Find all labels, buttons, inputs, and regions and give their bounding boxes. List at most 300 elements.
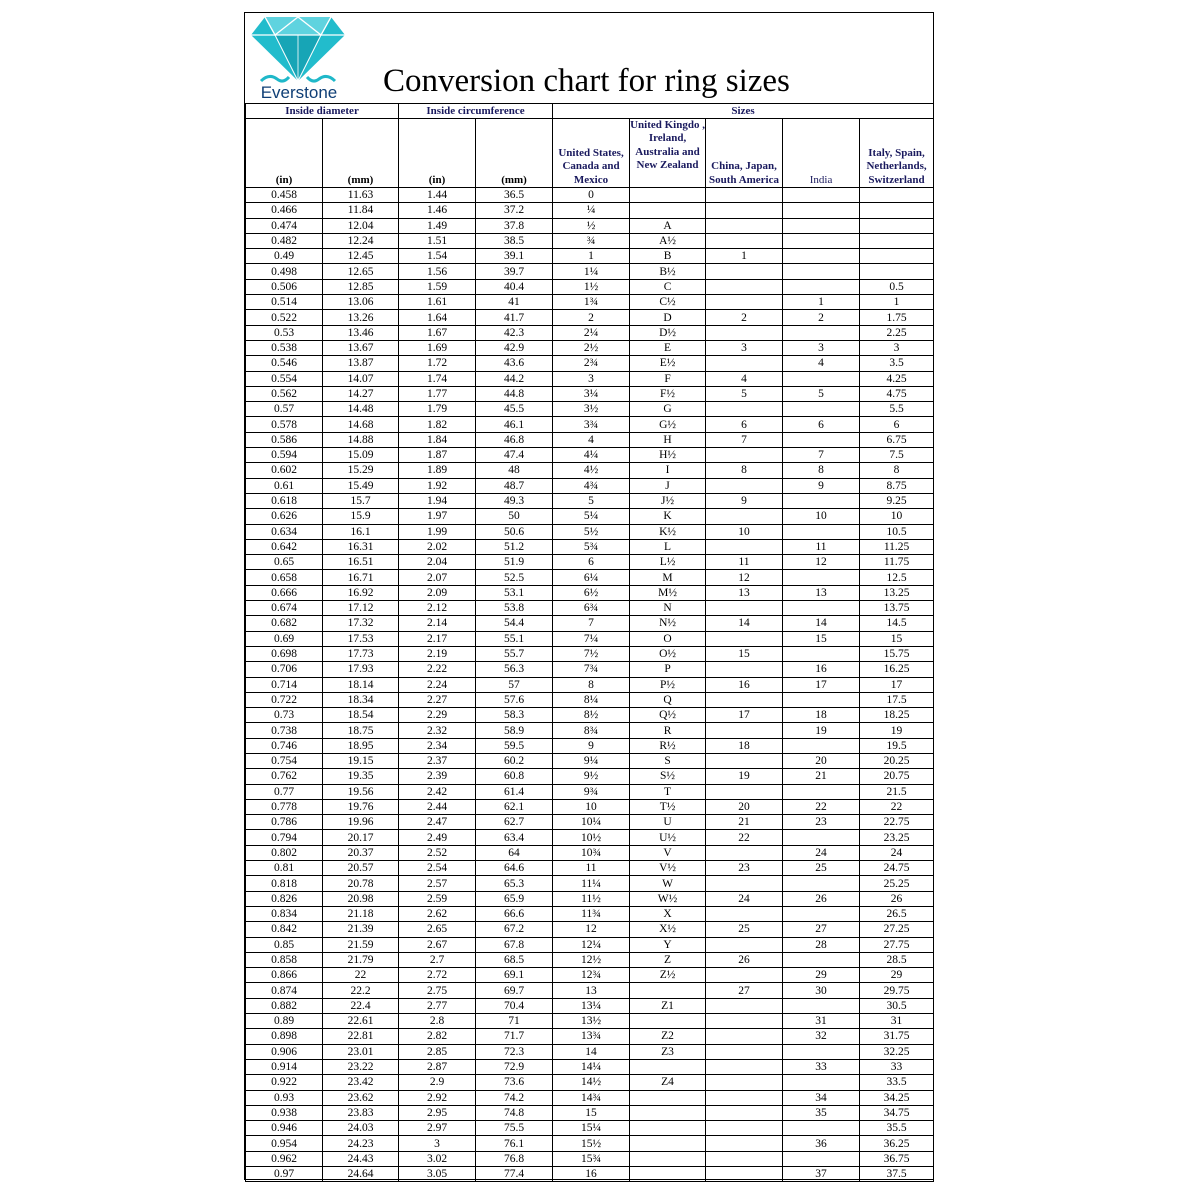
cell-circumference-mm: 58.3 xyxy=(476,708,553,723)
cell-circumference-mm: 53.8 xyxy=(476,601,553,616)
cell-circumference-in: 1.61 xyxy=(399,295,476,310)
cell-circumference-mm: 61.4 xyxy=(476,784,553,799)
cell-china-size xyxy=(706,1044,783,1059)
cell-diameter-in: 0.946 xyxy=(246,1121,323,1136)
cell-china-size: 16 xyxy=(706,677,783,692)
table-row xyxy=(246,402,934,417)
cell-us-size: 5¾ xyxy=(553,539,630,554)
cell-us-size: 7 xyxy=(553,616,630,631)
cell-circumference-in: 1.82 xyxy=(399,417,476,432)
cell-circumference-mm: 54.4 xyxy=(476,616,553,631)
cell-circumference-in: 2.19 xyxy=(399,646,476,661)
cell-circumference-mm: 72.9 xyxy=(476,1059,553,1074)
cell-china-size: 5 xyxy=(706,386,783,401)
cell-uk-size: V xyxy=(630,845,706,860)
cell-india-size: 30 xyxy=(783,983,860,998)
table-row xyxy=(246,937,934,952)
cell-italy-size: 12.5 xyxy=(860,570,934,585)
table-row xyxy=(246,998,934,1013)
cell-italy-size xyxy=(860,203,934,218)
cell-china-size xyxy=(706,1121,783,1136)
cell-diameter-mm: 14.48 xyxy=(323,402,399,417)
cell-diameter-in: 0.61 xyxy=(246,478,323,493)
cell-diameter-in: 0.938 xyxy=(246,1105,323,1120)
cell-circumference-mm: 70.4 xyxy=(476,998,553,1013)
cell-diameter-in: 0.826 xyxy=(246,891,323,906)
table-row xyxy=(246,769,934,784)
table-row xyxy=(246,708,934,723)
cell-circumference-in: 2.75 xyxy=(399,983,476,998)
cell-circumference-in: 2.37 xyxy=(399,753,476,768)
cell-diameter-in: 0.77 xyxy=(246,784,323,799)
cell-india-size: 4 xyxy=(783,356,860,371)
cell-circumference-mm: 46.8 xyxy=(476,432,553,447)
cell-uk-size: X½ xyxy=(630,922,706,937)
table-row xyxy=(246,493,934,508)
table-row xyxy=(246,524,934,539)
cell-china-size xyxy=(706,1090,783,1105)
cell-us-size: 1¼ xyxy=(553,264,630,279)
cell-diameter-in: 0.674 xyxy=(246,601,323,616)
cell-diameter-in: 0.578 xyxy=(246,417,323,432)
cell-italy-size: 1 xyxy=(860,295,934,310)
cell-diameter-in: 0.642 xyxy=(246,539,323,554)
cell-italy-size: 28.5 xyxy=(860,952,934,967)
cell-circumference-in: 2.95 xyxy=(399,1105,476,1120)
cell-uk-size: X xyxy=(630,906,706,921)
cell-diameter-mm: 17.12 xyxy=(323,601,399,616)
cell-diameter-mm: 16.31 xyxy=(323,539,399,554)
cell-china-size xyxy=(706,753,783,768)
cell-diameter-in: 0.602 xyxy=(246,463,323,478)
table-row xyxy=(246,616,934,631)
cell-italy-size: 29 xyxy=(860,968,934,983)
cell-circumference-mm: 37.2 xyxy=(476,203,553,218)
cell-india-size xyxy=(783,692,860,707)
col-diameter-in: (in) xyxy=(246,119,323,188)
cell-italy-size: 22.75 xyxy=(860,815,934,830)
cell-circumference-mm: 67.8 xyxy=(476,937,553,952)
cell-india-size: 31 xyxy=(783,1014,860,1029)
cell-us-size: 6¼ xyxy=(553,570,630,585)
cell-india-size: 1 xyxy=(783,295,860,310)
cell-uk-size: B½ xyxy=(630,264,706,279)
cell-italy-size: 4.75 xyxy=(860,386,934,401)
cell-china-size xyxy=(706,998,783,1013)
cell-italy-size: 15.75 xyxy=(860,646,934,661)
cell-italy-size: 11.25 xyxy=(860,539,934,554)
cell-circumference-mm: 38.5 xyxy=(476,233,553,248)
cell-circumference-mm: 47.4 xyxy=(476,448,553,463)
cell-diameter-in: 0.562 xyxy=(246,386,323,401)
cell-circumference-mm: 74.8 xyxy=(476,1105,553,1120)
cell-us-size: 10½ xyxy=(553,830,630,845)
cell-diameter-mm: 13.46 xyxy=(323,325,399,340)
cell-india-size: 21 xyxy=(783,769,860,784)
cell-diameter-mm: 24.03 xyxy=(323,1121,399,1136)
table-row xyxy=(246,830,934,845)
cell-diameter-in: 0.922 xyxy=(246,1075,323,1090)
cell-circumference-mm: 44.2 xyxy=(476,371,553,386)
cell-diameter-in: 0.514 xyxy=(246,295,323,310)
table-row xyxy=(246,1075,934,1090)
cell-diameter-mm: 14.27 xyxy=(323,386,399,401)
table-row xyxy=(246,386,934,401)
cell-circumference-mm: 62.7 xyxy=(476,815,553,830)
cell-circumference-mm: 46.1 xyxy=(476,417,553,432)
cell-india-size: 8 xyxy=(783,463,860,478)
cell-diameter-in: 0.49 xyxy=(246,249,323,264)
cell-italy-size: 35.5 xyxy=(860,1121,934,1136)
table-row xyxy=(246,815,934,830)
cell-india-size: 17 xyxy=(783,677,860,692)
cell-us-size: 3¼ xyxy=(553,386,630,401)
cell-china-size xyxy=(706,937,783,952)
cell-us-size: 11¼ xyxy=(553,876,630,891)
cell-italy-size: 17.5 xyxy=(860,692,934,707)
cell-india-size: 11 xyxy=(783,539,860,554)
cell-us-size: 3 xyxy=(553,371,630,386)
cell-diameter-mm: 23.42 xyxy=(323,1075,399,1090)
cell-india-size: 16 xyxy=(783,662,860,677)
cell-uk-size: D xyxy=(630,310,706,325)
cell-diameter-in: 0.85 xyxy=(246,937,323,952)
cell-uk-size: N½ xyxy=(630,616,706,631)
table-row xyxy=(246,1151,934,1166)
cell-uk-size: E½ xyxy=(630,356,706,371)
table-row xyxy=(246,432,934,447)
cell-diameter-mm: 12.45 xyxy=(323,249,399,264)
cell-india-size xyxy=(783,233,860,248)
cell-china-size xyxy=(706,233,783,248)
cell-diameter-in: 0.834 xyxy=(246,906,323,921)
table-row xyxy=(246,325,934,340)
cell-india-size xyxy=(783,952,860,967)
cell-italy-size: 9.25 xyxy=(860,493,934,508)
cell-diameter-in: 0.778 xyxy=(246,799,323,814)
cell-circumference-mm: 44.8 xyxy=(476,386,553,401)
cell-china-size: 23 xyxy=(706,861,783,876)
cell-italy-size: 36.75 xyxy=(860,1151,934,1166)
cell-china-size: 20 xyxy=(706,799,783,814)
cell-diameter-in: 0.93 xyxy=(246,1090,323,1105)
table-row xyxy=(246,233,934,248)
cell-circumference-in: 1.54 xyxy=(399,249,476,264)
table-row xyxy=(246,983,934,998)
cell-china-size xyxy=(706,448,783,463)
cell-us-size: 12¾ xyxy=(553,968,630,983)
cell-diameter-in: 0.842 xyxy=(246,922,323,937)
cell-circumference-mm: 52.5 xyxy=(476,570,553,585)
table-row xyxy=(246,784,934,799)
cell-india-size: 34 xyxy=(783,1090,860,1105)
cell-diameter-in: 0.786 xyxy=(246,815,323,830)
cell-diameter-in: 0.858 xyxy=(246,952,323,967)
cell-us-size: 6 xyxy=(553,555,630,570)
cell-uk-size: T½ xyxy=(630,799,706,814)
cell-circumference-mm: 69.7 xyxy=(476,983,553,998)
cell-uk-size: N xyxy=(630,601,706,616)
cell-diameter-in: 0.866 xyxy=(246,968,323,983)
cell-diameter-in: 0.954 xyxy=(246,1136,323,1151)
cell-uk-size: F½ xyxy=(630,386,706,401)
cell-italy-size: 33 xyxy=(860,1059,934,1074)
cell-diameter-mm: 18.14 xyxy=(323,677,399,692)
cell-circumference-mm: 64.6 xyxy=(476,861,553,876)
cell-us-size: 14¾ xyxy=(553,1090,630,1105)
cell-diameter-mm: 20.78 xyxy=(323,876,399,891)
cell-china-size xyxy=(706,539,783,554)
cell-italy-size xyxy=(860,233,934,248)
cell-circumference-in: 1.69 xyxy=(399,340,476,355)
cell-circumference-mm: 71.7 xyxy=(476,1029,553,1044)
cell-uk-size: A½ xyxy=(630,233,706,248)
cell-uk-size: U½ xyxy=(630,830,706,845)
cell-circumference-mm: 43.6 xyxy=(476,356,553,371)
cell-circumference-in: 2.97 xyxy=(399,1121,476,1136)
table-row xyxy=(246,463,934,478)
cell-italy-size xyxy=(860,249,934,264)
cell-uk-size: Z½ xyxy=(630,968,706,983)
cell-china-size xyxy=(706,1105,783,1120)
table-row xyxy=(246,1029,934,1044)
col-circumference-in: (in) xyxy=(399,119,476,188)
cell-circumference-mm: 68.5 xyxy=(476,952,553,967)
cell-circumference-mm: 50.6 xyxy=(476,524,553,539)
table-row xyxy=(246,356,934,371)
cell-uk-size: U xyxy=(630,815,706,830)
cell-china-size: 1 xyxy=(706,249,783,264)
table-row xyxy=(246,1090,934,1105)
cell-circumference-mm: 73.6 xyxy=(476,1075,553,1090)
table-row xyxy=(246,646,934,661)
cell-diameter-in: 0.714 xyxy=(246,677,323,692)
cell-china-size: 11 xyxy=(706,555,783,570)
cell-italy-size: 24 xyxy=(860,845,934,860)
cell-diameter-mm: 20.37 xyxy=(323,845,399,860)
cell-diameter-mm: 21.18 xyxy=(323,906,399,921)
cell-china-size xyxy=(706,662,783,677)
cell-uk-size xyxy=(630,983,706,998)
cell-circumference-in: 2.02 xyxy=(399,539,476,554)
cell-uk-size: R½ xyxy=(630,738,706,753)
cell-italy-size: 25.25 xyxy=(860,876,934,891)
cell-circumference-in: 1.64 xyxy=(399,310,476,325)
cell-diameter-in: 0.466 xyxy=(246,203,323,218)
cell-circumference-mm: 75.5 xyxy=(476,1121,553,1136)
cell-diameter-mm: 22.2 xyxy=(323,983,399,998)
cell-china-size: 27 xyxy=(706,983,783,998)
table-row xyxy=(246,279,934,294)
cell-us-size: ½ xyxy=(553,218,630,233)
cell-circumference-mm: 59.5 xyxy=(476,738,553,753)
cell-italy-size: 27.25 xyxy=(860,922,934,937)
cell-diameter-in: 0.97 xyxy=(246,1167,323,1182)
cell-uk-size xyxy=(630,1059,706,1074)
cell-us-size: 10¼ xyxy=(553,815,630,830)
cell-diameter-mm: 14.68 xyxy=(323,417,399,432)
cell-uk-size: E xyxy=(630,340,706,355)
table-row xyxy=(246,753,934,768)
cell-uk-size: L xyxy=(630,539,706,554)
cell-india-size xyxy=(783,493,860,508)
cell-circumference-mm: 36.5 xyxy=(476,188,553,203)
cell-circumference-in: 1.94 xyxy=(399,493,476,508)
cell-circumference-mm: 65.9 xyxy=(476,891,553,906)
cell-diameter-in: 0.906 xyxy=(246,1044,323,1059)
table-row xyxy=(246,876,934,891)
table-row xyxy=(246,249,934,264)
cell-diameter-mm: 15.7 xyxy=(323,493,399,508)
cell-circumference-in: 2.17 xyxy=(399,631,476,646)
cell-china-size xyxy=(706,1167,783,1182)
cell-india-size xyxy=(783,601,860,616)
cell-circumference-mm: 65.3 xyxy=(476,876,553,891)
cell-china-size: 3 xyxy=(706,340,783,355)
cell-india-size xyxy=(783,646,860,661)
table-row xyxy=(246,799,934,814)
cell-china-size: 26 xyxy=(706,952,783,967)
cell-diameter-mm: 17.53 xyxy=(323,631,399,646)
cell-diameter-mm: 22.61 xyxy=(323,1014,399,1029)
col-italy-spain-netherlands-switzerland: Italy, Spain, Netherlands, Switzerland xyxy=(860,119,934,188)
cell-diameter-mm: 13.06 xyxy=(323,295,399,310)
cell-diameter-mm: 20.98 xyxy=(323,891,399,906)
cell-circumference-in: 1.46 xyxy=(399,203,476,218)
cell-diameter-mm: 18.95 xyxy=(323,738,399,753)
cell-india-size: 19 xyxy=(783,723,860,738)
cell-diameter-mm: 15.9 xyxy=(323,509,399,524)
cell-india-size xyxy=(783,524,860,539)
cell-circumference-in: 2.09 xyxy=(399,585,476,600)
cell-china-size: 6 xyxy=(706,417,783,432)
cell-circumference-mm: 57 xyxy=(476,677,553,692)
cell-india-size: 27 xyxy=(783,922,860,937)
cell-us-size: 4 xyxy=(553,432,630,447)
cell-uk-size: C xyxy=(630,279,706,294)
cell-circumference-in: 2.22 xyxy=(399,662,476,677)
cell-uk-size: K xyxy=(630,509,706,524)
table-row xyxy=(246,371,934,386)
cell-italy-size: 21.5 xyxy=(860,784,934,799)
cell-diameter-in: 0.81 xyxy=(246,861,323,876)
cell-india-size: 26 xyxy=(783,891,860,906)
cell-china-size xyxy=(706,876,783,891)
cell-circumference-mm: 48 xyxy=(476,463,553,478)
cell-india-size: 33 xyxy=(783,1059,860,1074)
cell-uk-size: J xyxy=(630,478,706,493)
cell-uk-size: H xyxy=(630,432,706,447)
cell-us-size: 11 xyxy=(553,861,630,876)
cell-circumference-mm: 69.1 xyxy=(476,968,553,983)
table-row xyxy=(246,631,934,646)
cell-diameter-in: 0.506 xyxy=(246,279,323,294)
cell-diameter-in: 0.706 xyxy=(246,662,323,677)
table-row xyxy=(246,952,934,967)
cell-circumference-in: 2.47 xyxy=(399,815,476,830)
cell-italy-size: 8 xyxy=(860,463,934,478)
cell-india-size: 12 xyxy=(783,555,860,570)
cell-italy-size: 20.25 xyxy=(860,753,934,768)
cell-diameter-mm: 15.49 xyxy=(323,478,399,493)
cell-india-size xyxy=(783,784,860,799)
cell-diameter-in: 0.874 xyxy=(246,983,323,998)
cell-india-size xyxy=(783,1044,860,1059)
cell-diameter-mm: 12.65 xyxy=(323,264,399,279)
cell-diameter-mm: 13.67 xyxy=(323,340,399,355)
cell-circumference-mm: 39.7 xyxy=(476,264,553,279)
cell-italy-size: 22 xyxy=(860,799,934,814)
cell-us-size: 4¾ xyxy=(553,478,630,493)
cell-india-size xyxy=(783,1121,860,1136)
cell-uk-size: G xyxy=(630,402,706,417)
cell-china-size: 25 xyxy=(706,922,783,937)
table-row xyxy=(246,738,934,753)
cell-uk-size: A xyxy=(630,218,706,233)
cell-china-size: 7 xyxy=(706,432,783,447)
cell-italy-size: 2.25 xyxy=(860,325,934,340)
cell-us-size: 10 xyxy=(553,799,630,814)
cell-uk-size: K½ xyxy=(630,524,706,539)
cell-us-size: 5½ xyxy=(553,524,630,539)
cell-china-size xyxy=(706,968,783,983)
cell-china-size xyxy=(706,264,783,279)
cell-circumference-mm: 40.4 xyxy=(476,279,553,294)
cell-india-size: 9 xyxy=(783,478,860,493)
cell-china-size xyxy=(706,723,783,738)
cell-diameter-mm: 22.81 xyxy=(323,1029,399,1044)
cell-uk-size: G½ xyxy=(630,417,706,432)
cell-india-size: 2 xyxy=(783,310,860,325)
cell-india-size xyxy=(783,218,860,233)
cell-circumference-mm: 74.2 xyxy=(476,1090,553,1105)
cell-circumference-mm: 41 xyxy=(476,295,553,310)
cell-us-size: 5¼ xyxy=(553,509,630,524)
cell-uk-size: Z xyxy=(630,952,706,967)
table-row xyxy=(246,1014,934,1029)
table-row xyxy=(246,509,934,524)
cell-diameter-in: 0.498 xyxy=(246,264,323,279)
cell-circumference-in: 1.44 xyxy=(399,188,476,203)
cell-diameter-in: 0.538 xyxy=(246,340,323,355)
group-inside-circumference: Inside circumference xyxy=(399,104,553,119)
cell-india-size: 25 xyxy=(783,861,860,876)
cell-diameter-mm: 14.88 xyxy=(323,432,399,447)
table-row xyxy=(246,340,934,355)
cell-italy-size: 20.75 xyxy=(860,769,934,784)
cell-circumference-in: 2.42 xyxy=(399,784,476,799)
cell-circumference-mm: 48.7 xyxy=(476,478,553,493)
cell-china-size: 8 xyxy=(706,463,783,478)
cell-us-size: 8 xyxy=(553,677,630,692)
cell-italy-size: 24.75 xyxy=(860,861,934,876)
cell-india-size: 23 xyxy=(783,815,860,830)
cell-circumference-in: 1.67 xyxy=(399,325,476,340)
cell-india-size xyxy=(783,1075,860,1090)
cell-india-size xyxy=(783,264,860,279)
cell-diameter-in: 0.53 xyxy=(246,325,323,340)
cell-italy-size: 33.5 xyxy=(860,1075,934,1090)
cell-diameter-in: 0.754 xyxy=(246,753,323,768)
cell-circumference-in: 1.72 xyxy=(399,356,476,371)
cell-circumference-in: 2.92 xyxy=(399,1090,476,1105)
cell-us-size: 15½ xyxy=(553,1136,630,1151)
cell-diameter-mm: 18.34 xyxy=(323,692,399,707)
cell-circumference-in: 1.56 xyxy=(399,264,476,279)
cell-uk-size xyxy=(630,188,706,203)
cell-diameter-mm: 23.62 xyxy=(323,1090,399,1105)
cell-us-size: 2¾ xyxy=(553,356,630,371)
